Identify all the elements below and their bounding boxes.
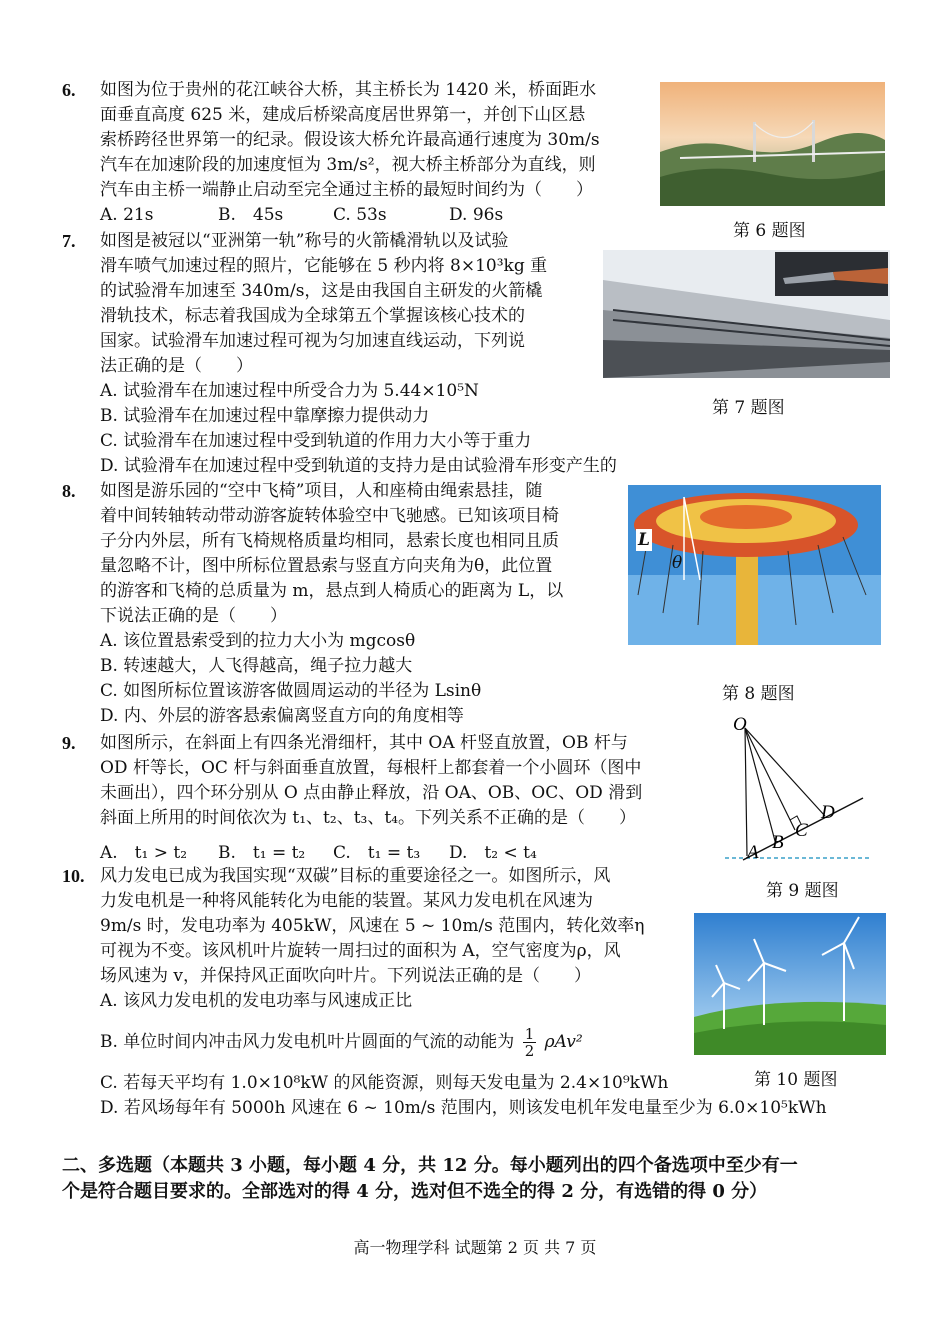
q7-line-6: 法正确的是（ ） [100, 356, 253, 376]
q6-option-b: B. 45s [218, 205, 284, 225]
q10-option-a: A. 该风力发电机的发电功率与风速成正比 [100, 991, 413, 1011]
q8-label-theta: θ [672, 553, 683, 573]
q9-rod-OC [745, 728, 795, 830]
q6-option-a: A. 21s [100, 205, 154, 225]
q8-line-3: 子分内外层，所有飞椅规格质量均相同，悬索长度也相同且质 [100, 531, 559, 551]
q7-line-1: 如图是被冠以“亚洲第一轨”称号的火箭橇滑轨以及试验 [100, 231, 509, 251]
q10-option-c: C. 若每天平均有 1.0×10⁸kW 的风能资源，则每天发电量为 2.4×10⁹kWh [100, 1073, 669, 1093]
q8-line-1: 如图是游乐园的“空中飞椅”项目，人和座椅由绳索悬挂，随 [100, 481, 543, 501]
q10-line-1: 风力发电已成为我国实现“双碳”目标的重要途径之一。如图所示，风 [100, 866, 611, 886]
q10-option-b-text: B. 单位时间内冲击风力发电机叶片圆面的气流的动能为 [100, 1032, 515, 1052]
q10-option-b-fraction [523, 1026, 537, 1059]
q6-number: 6. [62, 80, 76, 100]
q9-label-C: C [795, 820, 808, 841]
q7-caption: 第 7 题图 [712, 398, 785, 418]
q7-number: 7. [62, 231, 76, 251]
q8-line-5: 的游客和飞椅的总质量为 m，悬点到人椅质心的距离为 L，以 [100, 581, 564, 601]
q8-option-d: D. 内、外层的游客悬索偏离竖直方向的角度相等 [100, 706, 464, 726]
q6-line-5: 汽车由主桥一端静止启动至完全通过主桥的最短时间约为（ ） [100, 180, 593, 200]
q9-option-b: B. t₁ = t₂ [218, 843, 306, 863]
q8-caption: 第 8 题图 [722, 684, 795, 704]
q8-number: 8. [62, 481, 76, 501]
q8-option-a: A. 该位置悬索受到的拉力大小为 mgcosθ [100, 631, 416, 651]
q9-line-3: 未画出），四个环分别从 O 点由静止释放，沿 OA、OB、OC、OD 滑到 [100, 783, 643, 803]
q7-option-b: B. 试验滑车在加速过程中靠摩擦力提供动力 [100, 406, 430, 426]
q6-line-4: 汽车在加速阶段的加速度恒为 3m/s²，视大桥主桥部分为直线，则 [100, 155, 596, 175]
q6-line-2: 面垂直高度 625 米，建成后桥梁高度居世界第一，并创下山区悬 [100, 105, 586, 125]
section2-heading-line-1: 二、多选题（本题共 3 小题，每小题 4 分，共 12 分。每小题列出的四个备选项中至少有一 [62, 1155, 798, 1176]
q9-number: 9. [62, 733, 76, 753]
q8-option-c: C. 如图所标位置该游客做圆周运动的半径为 Lsinθ [100, 681, 482, 701]
q10-wind-turbine-photo [694, 913, 886, 1055]
page-footer: 高一物理学科 试题第 2 页 共 7 页 [353, 1238, 597, 1257]
q8-line-4: 量忽略不计，图中所标位置悬索与竖直方向夹角为θ，此位置 [100, 556, 553, 576]
q10-line-3: 9m/s 时，发电功率为 405kW，风速在 5 ~ 10m/s 范围内，转化效率η [100, 916, 645, 936]
q9-line-4: 斜面上所用的时间依次为 t₁、t₂、t₃、t₄。下列关系不正确的是（ ） [100, 808, 636, 828]
q7-option-c: C. 试验滑车在加速过程中受到轨道的作用力大小等于重力 [100, 431, 532, 451]
q7-line-3: 的试验滑车加速至 340m/s，这是由我国自主研发的火箭橇 [100, 281, 543, 301]
section2-heading-line-2: 个是符合题目要求的。全部选对的得 4 分，选对但不选全的得 2 分，有选错的得 0 分） [62, 1181, 768, 1202]
q10-caption: 第 10 题图 [754, 1070, 838, 1090]
q9-label-D: D [821, 802, 835, 823]
q10-line-5: 场风速为 v，并保持风正面吹向叶片。下列说法正确的是（ ） [100, 966, 592, 986]
q7-line-2: 滑车喷气加速过程的照片，它能够在 5 秒内将 8×10³kg 重 [100, 256, 548, 276]
q9-incline-diagram [725, 712, 870, 864]
q10-option-d: D. 若风场每年有 5000h 风速在 6 ~ 10m/s 范围内，则该发电机年发电量至少为 6.0×10⁵kWh [100, 1098, 827, 1118]
q8-label-L: L [636, 529, 652, 551]
q6-option-d: D. 96s [449, 205, 504, 225]
q9-option-a: A. t₁ > t₂ [100, 843, 188, 863]
q8-swing-ride-photo [628, 485, 881, 645]
q10-fraction-numerator: 1 [524, 1025, 535, 1043]
q6-option-c: C. 53s [333, 205, 387, 225]
q10-line-2: 力发电机是一种将风能转化为电能的装置。某风力发电机在风速为 [100, 891, 593, 911]
q9-line-1: 如图所示，在斜面上有四条光滑细杆，其中 OA 杆竖直放置，OB 杆与 [100, 733, 628, 753]
q7-option-d: D. 试验滑车在加速过程中受到轨道的支持力是由试验滑车形变产生的 [100, 456, 617, 476]
q10-line-4: 可视为不变。该风机叶片旋转一周扫过的面积为 A，空气密度为ρ，风 [100, 941, 621, 961]
q8-line-6: 下说法正确的是（ ） [100, 606, 287, 626]
q9-label-B: B [772, 832, 784, 853]
q10-option-b-expression: ρAv² [544, 1032, 583, 1052]
q10-option-b [100, 1020, 583, 1064]
q7-option-a: A. 试验滑车在加速过程中所受合力为 5.44×10⁵N [100, 381, 479, 401]
q7-rocket-sled-photo [603, 250, 890, 378]
q10-number: 10. [62, 866, 85, 886]
q8-line-2: 着中间转轴转动带动游客旋转体验空中飞驰感。已知该项目椅 [100, 506, 559, 526]
q7-line-4: 滑轨技术，标志着我国成为全球第五个掌握该核心技术的 [100, 306, 525, 326]
q9-rod-OA [745, 728, 747, 856]
q8-option-b: B. 转速越大，人飞得越高，绳子拉力越大 [100, 656, 413, 676]
q9-label-O: O [733, 714, 747, 735]
q9-option-c: C. t₁ = t₃ [333, 843, 421, 863]
q6-line-3: 索桥跨径世界第一的纪录。假设该大桥允许最高通行速度为 30m/s [100, 130, 600, 150]
q9-caption: 第 9 题图 [766, 881, 839, 901]
q6-bridge-photo [660, 82, 885, 206]
q7-line-5: 国家。试验滑车加速过程可视为匀加速直线运动，下列说 [100, 331, 525, 351]
q6-caption: 第 6 题图 [733, 221, 806, 241]
q9-line-2: OD 杆等长，OC 杆与斜面垂直放置，每根杆上都套着一个小圆环（图中 [100, 758, 642, 778]
q9-option-d: D. t₂ < t₄ [449, 843, 537, 863]
q6-line-1: 如图为位于贵州的花江峡谷大桥，其主桥长为 1420 米，桥面距水 [100, 80, 597, 100]
q10-fraction-denominator: 2 [524, 1042, 535, 1060]
q9-label-A: A [747, 842, 759, 863]
